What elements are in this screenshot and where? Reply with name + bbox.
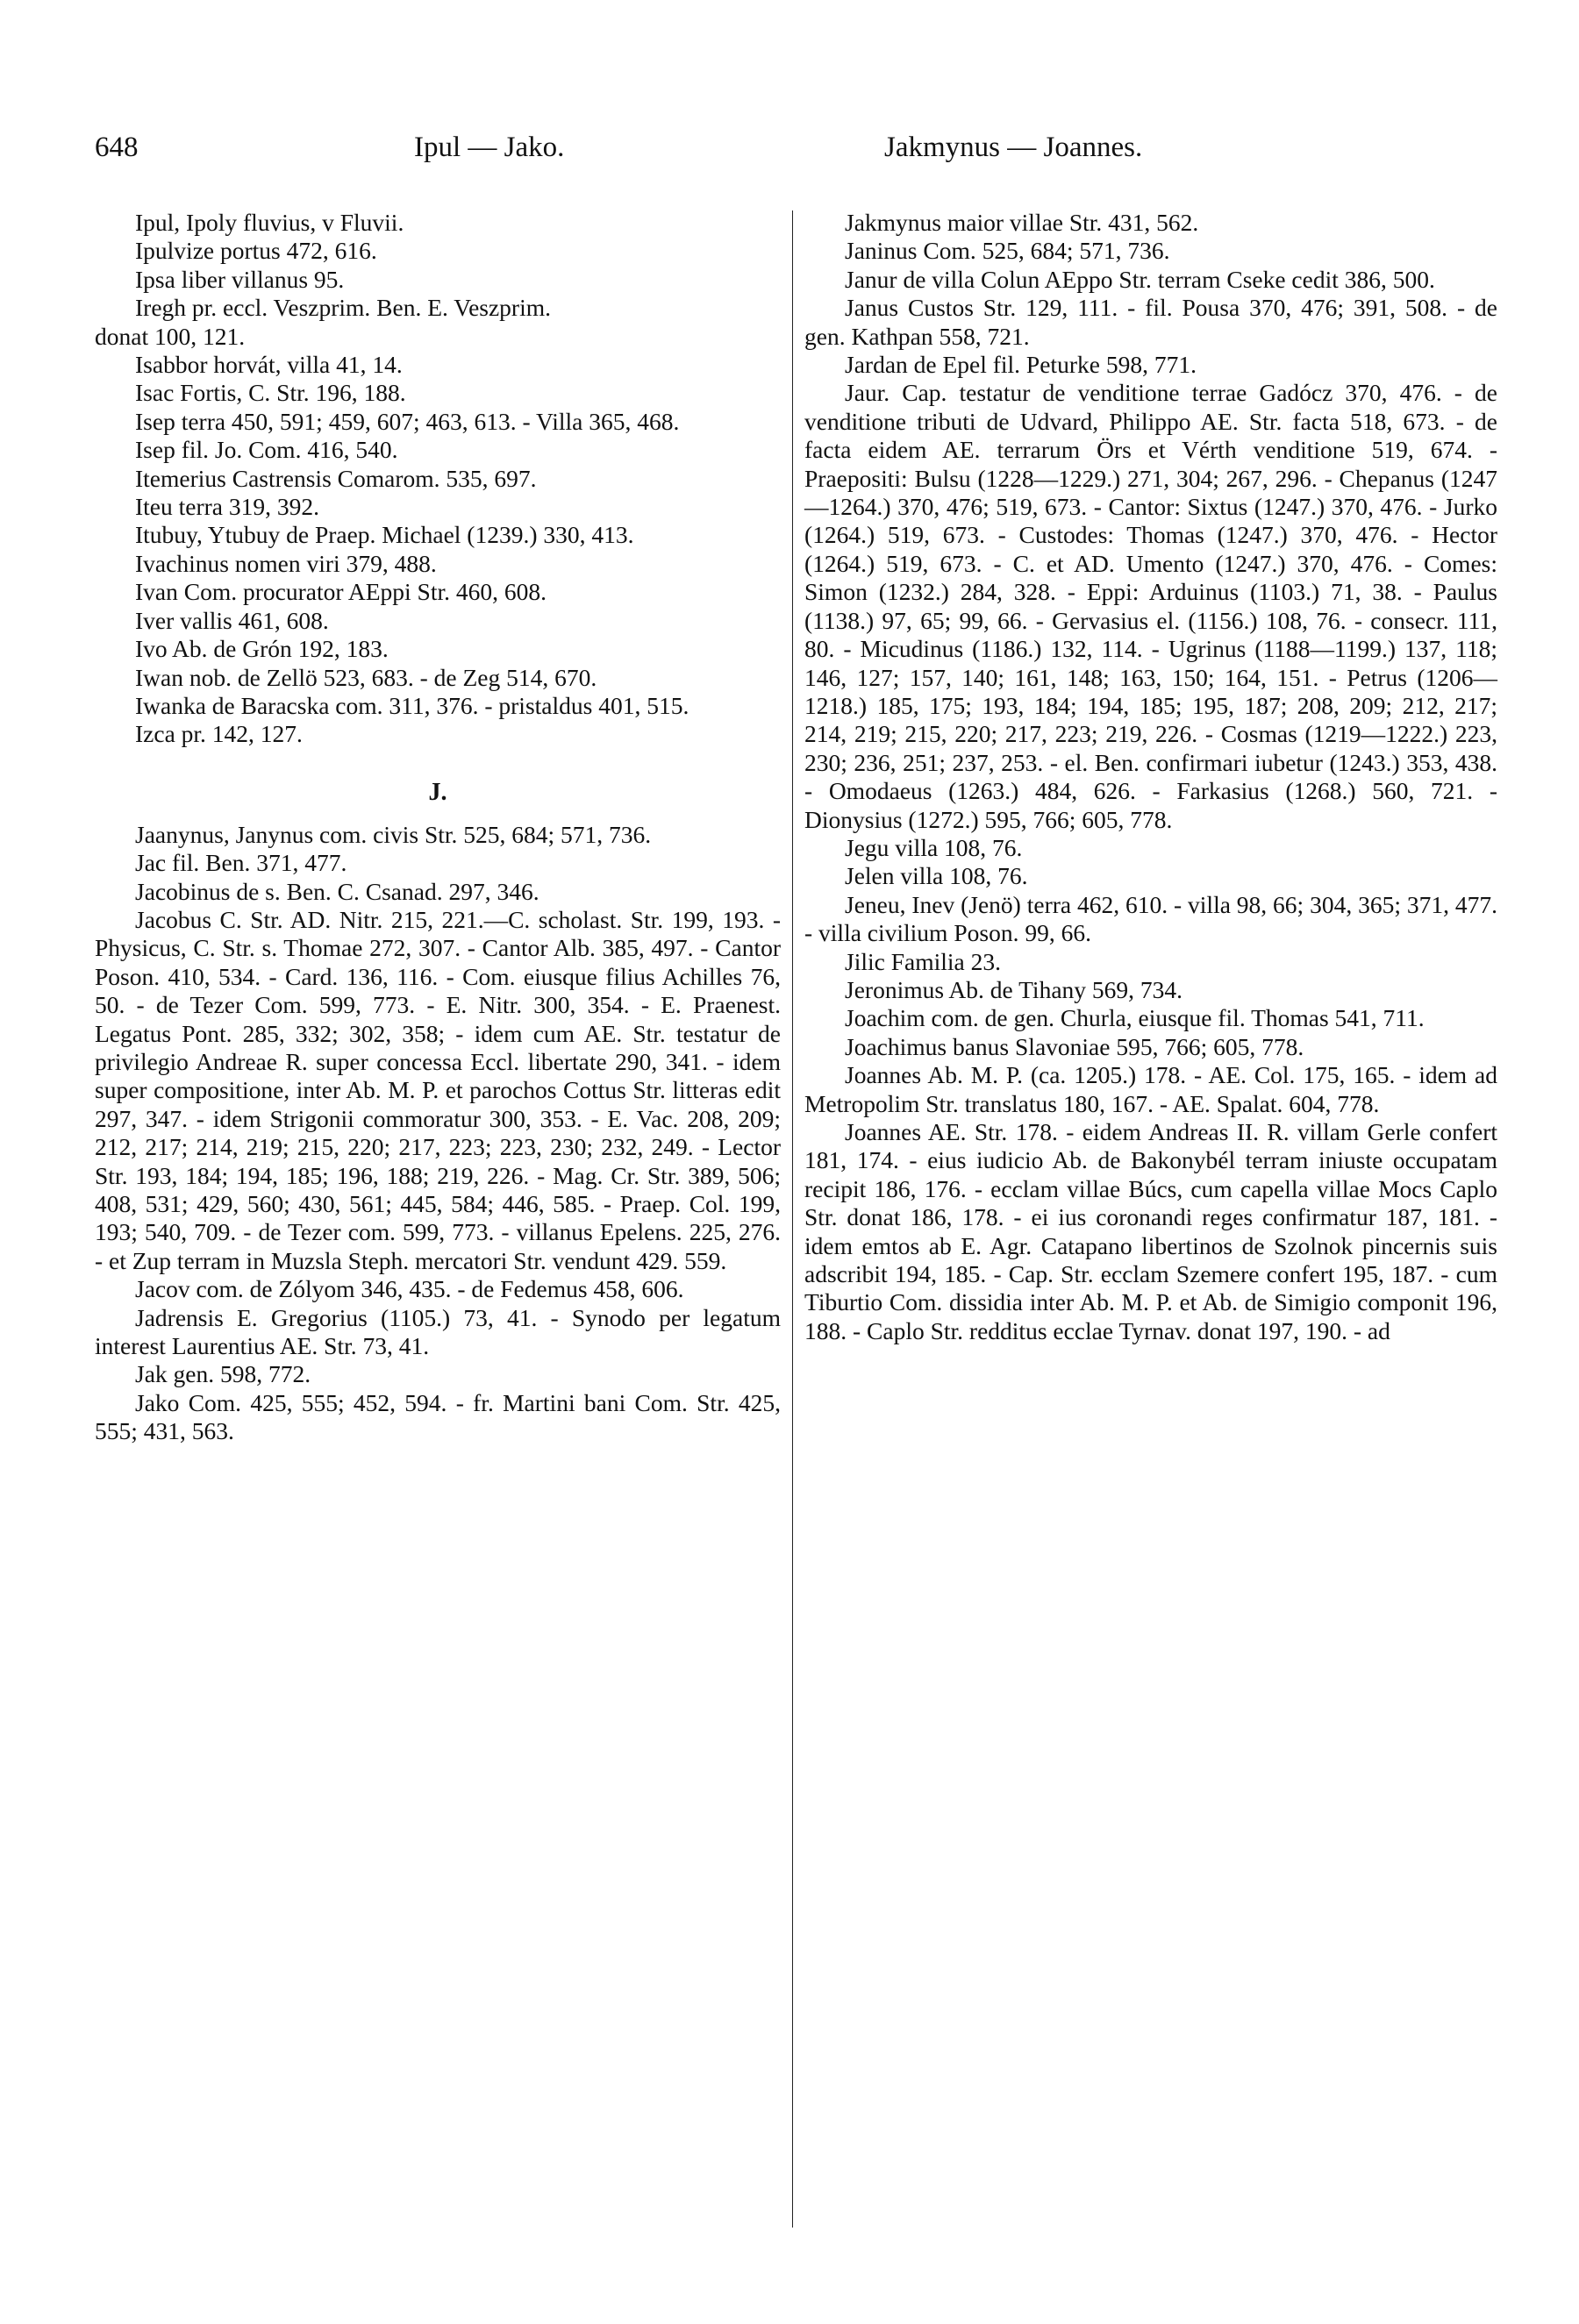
index-entry: Jadrensis E. Gregorius (1105.) 73, 41. - Synodo per legatum interest Laurentius AE. Str. 73, 41. (95, 1303, 781, 1360)
index-entry: Ipulvize portus 472, 616. (135, 237, 377, 265)
index-entry: Joachim com. de gen. Churla, eiusque fil. Thomas 541, 711. (845, 1004, 1425, 1032)
index-entry: Joannes AE. Str. 178. - eidem Andreas II. R. villam Gerle confert 181, 174. - eius iudicio Ab. de Bakonybél terram iniuste occupatam recipit 186, 176. - ecclam villae Búcs, cum capella villae Mocs Caplo Str. donat 186, 178. - ei ius coronandi reges confirmatur 187, 181. - idem emtos ab E. Agr. Catapano libertinos de Szolnok pincernis suis adscribit 194, 185. - Cap. Str. ecclam Szemere confert 195, 187. - cum Tiburtio Com. dissidia inter Ab. M. P. et Ab. de Simigio componit 196, 188. - Caplo Str. redditus ecclae Tyrnav. donat 197, 190. - ad (804, 1118, 1497, 1344)
index-entry: Jako Com. 425, 555; 452, 594. - fr. Martini bani Com. Str. 425, 555; 431, 563. (95, 1388, 781, 1445)
index-entry: Iteu terra 319, 392. (135, 493, 319, 521)
index-entry: Jacobus C. Str. AD. Nitr. 215, 221.—C. scholast. Str. 199, 193. - Physicus, C. Str. s. Thomae 272, 307. - Cantor Alb. 385, 497. - Cantor Poson. 410, 534. - Card. 136, 116. - Com. eiusque filius Achilles 76, 50. - de Tezer Com. 599, 773. - E. Nitr. 300, 354. - E. Praenest. Legatus Pont. 285, 332; 302, 358; - idem cum AE. Str. testatur de privilegio Andreae R. super concessa Eccl. libertate 290, 341. - idem super compositione, inter Ab. M. P. et parochos Cottus Str. litteras edit 297, 347. - idem Strigonii commoratur 300, 353. - E. Vac. 208, 209; 212, 217; 214, 219; 215, 220; 217, 223; 223, 230; 232, 249. - Lector Str. 193, 184; 194, 185; 196, 188; 219, 226. - Mag. Cr. Str. 389, 506; 408, 531; 429, 560; 430, 561; 445, 584; 446, 585. - Praep. Col. 199, 193; 540, 709. - de Tezer com. 599, 773. - villanus Epelens. 225, 276. - et Zup terram in Muzsla Steph. mercatori Str. vendunt 429. 559. (95, 905, 781, 1274)
index-entry: Ivo Ab. de Grón 192, 183. (135, 635, 389, 663)
index-entry: Janus Custos Str. 129, 111. - fil. Pousa 370, 476; 391, 508. - de gen. Kathpan 558, 721. (804, 294, 1497, 350)
index-entry: Ipul, Ipoly fluvius, v Fluvii. (135, 209, 404, 236)
right-column (804, 209, 1497, 1345)
running-head (95, 130, 1481, 165)
left-running-title: Ipul — Jako. (414, 132, 565, 163)
index-entry: Isep terra 450, 591; 459, 607; 463, 613. - Villa 365, 468. (135, 407, 680, 435)
index-entry: Izca pr. 142, 127. (135, 720, 303, 748)
index-entry: Jeneu, Inev (Jenö) terra 462, 610. - villa 98, 66; 304, 365; 371, 477. - villa civilium Poson. 99, 66. (804, 890, 1497, 947)
left-column (95, 209, 781, 1446)
index-entry: Jelen villa 108, 76. (845, 862, 1028, 890)
index-entry: Jegu villa 108, 76. (845, 833, 1023, 861)
index-entry: Itubuy, Ytubuy de Praep. Michael (1239.) 330, 413. (135, 521, 634, 549)
index-entry: Jilic Familia 23. (845, 947, 1001, 975)
index-entry: Jak gen. 598, 772. (135, 1360, 311, 1388)
index-entry: Ivachinus nomen viri 379, 488. (135, 549, 437, 577)
index-entry: Ipsa liber villanus 95. (135, 265, 345, 293)
index-entry: Isep fil. Jo. Com. 416, 540. (135, 436, 398, 464)
index-entry: Iver vallis 461, 608. (135, 606, 329, 634)
index-entry: Isabbor horvát, villa 41, 14. (135, 351, 403, 379)
index-entry: Jaur. Cap. testatur de venditione terrae Gadócz 370, 476. - de venditione tributi de Udvard, Philippo AE. Str. facta 518, 673. - de facta eidem AE. terrarum Örs et Vérth venditione 519, 674. - Praepositi: Bulsu (1228—1229.) 271, 304; 267, 296. - Chepanus (1247—1264.) 370, 476; 519, 673. - Cantor: Sixtus (1247.) 370, 476. - Jurko (1264.) 519, 673. - Custodes: Thomas (1247.) 370, 476. - Hector (1264.) 519, 673. - C. et AD. Umento (1247.) 370, 476. - Comes: Simon (1232.) 284, 328. - Eppi: Arduinus (1103.) 71, 38. - Paulus (1138.) 97, 65; 99, 66. - Gervasius el. (1156.) 108, 76. - consecr. 111, 80. - Micudinus (1186.) 132, 114. - Ugrinus (1188—1199.) 137, 118; 146, 127; 157, 140; 161, 148; 163, 150; 164, 151. - Petrus (1206—1218.) 185, 175; 193, 184; 194, 185; 195, 187; 208, 209; 212, 217; 214, 219; 215, 220; 217, 223; 219, 226. - Cosmas (1219—1222.) 223, 230; 236, 251; 237, 253. - el. Ben. confirmari iubetur (1243.) 353, 438. - Omodaeus (1263.) 484, 626. - Farkasius (1268.) 560, 721. - Dionysius (1272.) 595, 766; 605, 778. (804, 379, 1497, 833)
index-entry: Janur de villa Colun AEppo Str. terram Cseke cedit 386, 500. (845, 265, 1435, 293)
index-entry: Jakmynus maior villae Str. 431, 562. (845, 209, 1199, 236)
index-entry: Jac fil. Ben. 371, 477. (135, 849, 347, 877)
right-running-title: Jakmynus — Joannes. (884, 132, 1143, 163)
page-number: 648 (95, 132, 139, 163)
index-entry: Janinus Com. 525, 684; 571, 736. (845, 237, 1170, 265)
index-entry: Isac Fortis, C. Str. 196, 188. (135, 379, 406, 407)
index-entry: Iregh pr. eccl. Veszprim. Ben. E. Veszprim. (135, 294, 551, 322)
index-entry: Jacov com. de Zólyom 346, 435. - de Fedemus 458, 606. (135, 1275, 684, 1303)
index-entry: Iwanka de Baracska com. 311, 376. - pristaldus 401, 515. (135, 691, 689, 719)
index-entry: Joachimus banus Slavoniae 595, 766; 605, 778. (845, 1032, 1304, 1060)
index-entry: Iwan nob. de Zellö 523, 683. - de Zeg 514, 670. (135, 663, 597, 691)
index-entry: donat 100, 121. (95, 322, 246, 350)
index-entry: Jardan de Epel fil. Peturke 598, 771. (845, 351, 1197, 379)
section-letter: J. (428, 778, 447, 806)
index-entry: Jacobinus de s. Ben. C. Csanad. 297, 346. (135, 877, 539, 905)
index-entry: Jeronimus Ab. de Tihany 569, 734. (845, 975, 1183, 1003)
column-divider (792, 210, 793, 2228)
index-entry: Itemerius Castrensis Comarom. 535, 697. (135, 464, 537, 492)
index-entry: Joannes Ab. M. P. (ca. 1205.) 178. - AE. Col. 175, 165. - idem ad Metropolim Str. translatus 180, 167. - AE. Spalat. 604, 778. (804, 1061, 1497, 1117)
index-entry: Jaanynus, Janynus com. civis Str. 525, 684; 571, 736. (135, 820, 652, 848)
index-entry: Ivan Com. procurator AEppi Str. 460, 608. (135, 578, 547, 606)
